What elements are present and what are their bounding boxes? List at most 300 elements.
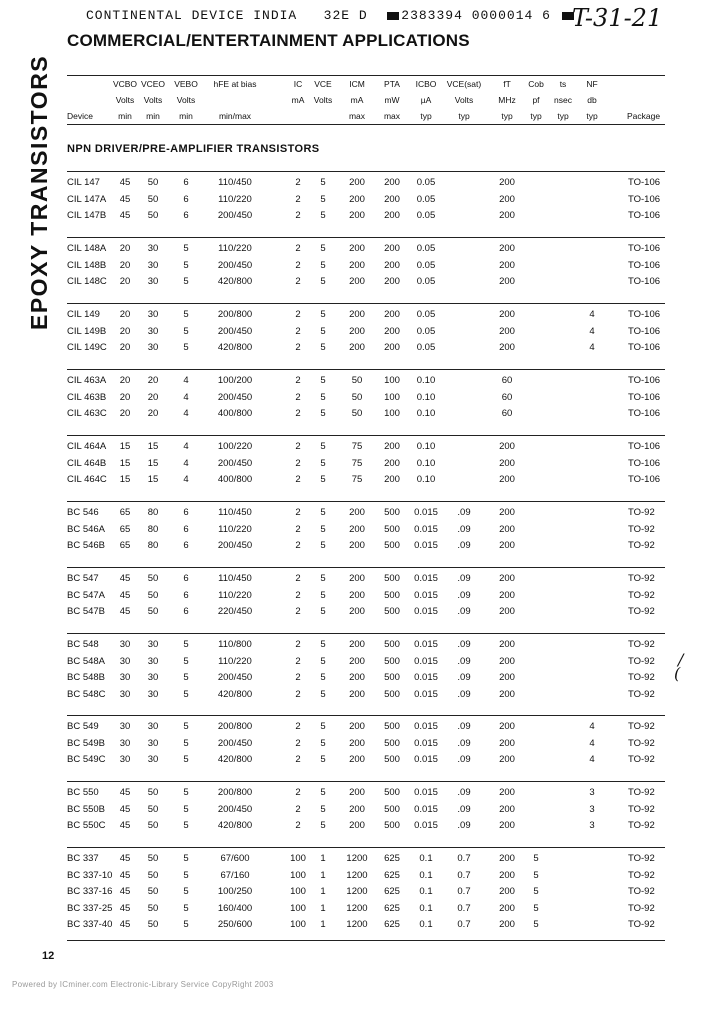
table-cell: 20 [119,391,131,403]
table-cell: 5 [183,787,189,798]
device-name: BC 550B [67,803,106,815]
table-cell: 420/800 [217,342,253,353]
device-name: BC 549B [67,737,106,749]
table-cell: 0.10 [416,474,436,485]
table-cell: 4 [183,441,189,452]
table-cell: 100/250 [217,886,253,897]
table-cell: 0.7 [457,886,471,897]
table-rule-end [67,940,665,941]
table-cell: 45 [119,589,131,601]
table-cell: 5 [320,375,326,386]
table-cell: 30 [147,309,159,320]
table-cell: 0.7 [457,919,471,930]
table-cell: 75 [351,457,363,469]
table-cell: 50 [147,820,159,831]
table-cell: 200 [349,737,365,749]
package-cell: TO-106 [628,177,661,188]
table-cell: 5 [320,737,326,749]
table-cell: 6 [183,573,189,584]
column-header-15: db [587,95,597,105]
table-cell: 50 [147,869,159,881]
table-cell: 200 [499,276,515,287]
table-cell: 0.015 [414,573,438,584]
table-cell: 200 [499,639,515,650]
table-cell: 30 [147,754,159,765]
column-header-14: typ [557,111,569,121]
table-cell: .09 [457,803,471,815]
table-cell: 200 [349,606,365,617]
column-header-7: VCE [314,79,332,89]
table-cell: 100 [290,886,306,897]
table-cell: 200 [499,655,515,667]
table-cell: 200 [349,276,365,287]
table-cell: 45 [119,886,131,897]
column-header-6: mA [291,95,305,105]
table-cell: 5 [183,803,189,815]
package-cell: TO-92 [628,672,655,683]
page-number: 12 [42,950,55,962]
table-cell: 0.015 [414,639,438,650]
device-name: CIL 464C [67,474,107,485]
table-cell: 60 [501,408,513,419]
table-cell: 5 [320,803,326,815]
table-cell: 2 [295,391,301,403]
package-cell: TO-106 [628,276,661,287]
table-cell: 20 [119,243,131,254]
table-cell: 110/220 [218,589,252,601]
package-cell: TO-106 [628,391,661,403]
package-cell: TO-106 [628,193,661,205]
table-cell: 30 [147,342,159,353]
pen-mark: ( [674,664,681,683]
table-cell: 6 [183,523,189,535]
table-cell: 420/800 [217,754,253,765]
table-cell: 15 [147,474,159,485]
table-cell: 625 [384,902,400,914]
table-cell: 200 [499,721,515,732]
table-cell: 50 [147,210,159,221]
column-header-13: typ [530,111,542,121]
table-cell: 2 [295,573,301,584]
table-cell: 420/800 [217,276,253,287]
table-cell: 5 [183,902,189,914]
table-cell: 20 [119,408,131,419]
table-cell: 5 [533,902,539,914]
table-cell: .09 [457,639,471,650]
table-cell: 200 [499,820,515,831]
column-header-8: max [348,111,366,121]
table-cell: 420/800 [217,688,253,700]
table-cell: .09 [457,787,471,798]
table-cell: 45 [119,853,131,864]
package-cell: TO-92 [628,853,655,864]
table-cell: 2 [295,589,301,601]
table-cell: 625 [384,886,400,897]
table-cell: 4 [183,474,189,485]
table-cell: 200 [349,259,365,271]
table-cell: 2 [295,243,301,254]
group-rule [67,847,665,848]
table-cell: 100 [384,408,400,419]
table-cell: 3 [589,820,595,831]
package-cell: TO-106 [628,375,661,386]
table-cell: 200/450 [217,325,253,337]
table-cell: 200 [349,342,365,353]
table-cell: 1 [320,886,326,897]
table-cell: 500 [384,589,400,601]
table-cell: 200 [349,655,365,667]
table-cell: 200 [499,474,515,485]
table-cell: 400/800 [217,408,253,419]
table-cell: 20 [147,391,159,403]
column-header-12: fT [503,79,511,89]
device-name: BC 547 [67,573,99,584]
table-cell: 200 [384,276,400,287]
table-cell: 30 [147,721,159,732]
column-header-11: Volts [454,95,474,105]
device-name: BC 547A [67,589,106,601]
table-cell: 1 [320,919,326,930]
table-cell: 200 [499,457,515,469]
package-cell: TO-92 [628,737,655,749]
table-cell: 200 [349,754,365,765]
table-cell: 5 [320,193,326,205]
table-cell: 45 [119,177,131,188]
table-cell: 4 [589,325,595,337]
table-cell: 200 [499,672,515,683]
table-cell: 6 [183,589,189,601]
table-cell: 50 [147,902,159,914]
table-cell: 200 [499,507,515,518]
table-cell: 20 [147,375,159,386]
table-cell: 200 [384,177,400,188]
column-header-13: Cob [528,79,544,89]
table-cell: 500 [384,787,400,798]
table-cell: 200/800 [217,787,253,798]
table-cell: 5 [183,655,189,667]
table-cell: 2 [295,276,301,287]
table-cell: 0.05 [416,276,436,287]
table-cell: 5 [183,886,189,897]
table-cell: 200 [349,243,365,254]
table-cell: 200/450 [217,210,253,221]
table-cell: 200 [499,803,515,815]
table-cell: 5 [320,787,326,798]
table-cell: 5 [183,820,189,831]
package-cell: TO-92 [628,886,655,897]
table-cell: 625 [384,919,400,930]
table-cell: 200 [499,177,515,188]
table-cell: 2 [295,375,301,386]
table-cell: 5 [320,573,326,584]
table-cell: 500 [384,523,400,535]
table-cell: 6 [183,177,189,188]
device-name: BC 547B [67,606,106,617]
table-cell: 5 [183,721,189,732]
table-cell: 6 [183,606,189,617]
table-cell: 20 [119,259,131,271]
table-cell: 45 [119,210,131,221]
table-cell: 0.10 [416,408,436,419]
table-cell: .09 [457,655,471,667]
table-cell: 0.05 [416,259,436,271]
table-cell: 2 [295,803,301,815]
table-cell: 200 [384,474,400,485]
column-header-10: µA [420,95,432,105]
table-cell: 0.015 [414,523,438,535]
table-cell: 200 [384,457,400,469]
table-cell: 67/600 [220,853,250,864]
table-cell: 4 [183,408,189,419]
table-cell: 2 [295,540,301,551]
table-cell: 1200 [346,902,368,914]
table-cell: 200 [499,754,515,765]
table-cell: 200 [499,902,515,914]
table-cell: 200 [349,639,365,650]
table-cell: 3 [589,787,595,798]
device-name: BC 546A [67,523,106,535]
table-cell: 200 [384,193,400,205]
column-header-2: VCBO [112,79,138,89]
header-number-3: 6 [542,8,551,23]
table-cell: .09 [457,523,471,535]
device-name: CIL 464A [67,441,107,452]
package-cell: TO-106 [628,408,661,419]
device-name: BC 337 [67,853,99,864]
table-cell: 5 [320,276,326,287]
table-cell: 0.015 [414,754,438,765]
table-cell: 5 [183,639,189,650]
table-cell: 45 [119,902,131,914]
table-cell: 5 [533,919,539,930]
table-cell: 5 [320,210,326,221]
column-header-10: typ [420,111,432,121]
table-cell: 3 [589,803,595,815]
table-cell: 30 [147,259,159,271]
table-cell: 20 [119,342,131,353]
column-header-12: typ [501,111,513,121]
group-rule [67,435,665,436]
device-name: BC 548B [67,672,106,683]
table-cell: 500 [384,606,400,617]
table-cell: 2 [295,507,301,518]
table-cell: 200 [499,325,515,337]
table-cell: 200 [499,589,515,601]
table-cell: 5 [320,820,326,831]
table-cell: 200/800 [217,721,253,732]
table-cell: 80 [147,540,159,551]
table-cell: 110/220 [218,655,252,667]
column-header-14: ts [559,79,567,89]
table-cell: 30 [147,688,159,700]
table-cell: 0.05 [416,210,436,221]
package-cell: TO-92 [628,606,655,617]
device-name: CIL 463C [67,408,107,419]
package-cell: TO-92 [628,919,655,930]
table-cell: 5 [183,754,189,765]
table-cell: 500 [384,721,400,732]
table-cell: 200 [349,210,365,221]
table-cell: 5 [320,672,326,683]
side-title-text: EPOXY TRANSISTORS [26,54,52,330]
section-heading: NPN DRIVER/PRE-AMPLIFIER TRANSISTORS [67,143,320,155]
table-cell: 625 [384,869,400,881]
package-cell: TO-92 [628,803,655,815]
table-cell: 110/800 [218,639,252,650]
table-cell: 200 [384,441,400,452]
table-cell: 100 [290,869,306,881]
table-cell: 0.015 [414,589,438,601]
device-name: BC 550 [67,787,99,798]
table-cell: 45 [119,919,131,930]
table-cell: 2 [295,672,301,683]
table-cell: 2 [295,309,301,320]
table-cell: 220/450 [217,606,253,617]
table-cell: 2 [295,606,301,617]
column-header-4: Volts [176,95,196,105]
table-cell: 5 [533,869,539,881]
table-cell: 1200 [346,919,368,930]
table-cell: 200 [499,606,515,617]
table-cell: 0.1 [419,853,433,864]
table-cell: 200 [499,441,515,452]
table-cell: 20 [119,276,131,287]
table-cell: 80 [147,523,159,535]
table-cell: 4 [183,457,189,469]
table-cell: 200 [349,820,365,831]
table-cell: 50 [147,177,159,188]
group-rule [67,303,665,304]
table-cell: 30 [119,688,131,700]
table-cell: 50 [147,787,159,798]
column-header-4: VEBO [174,79,198,89]
table-cell: 45 [119,803,131,815]
table-cell: 200 [349,589,365,601]
table-cell: 0.015 [414,721,438,732]
header-number-1: 2383394 [401,8,463,23]
table-cell: 5 [320,441,326,452]
table-cell: 200/450 [217,672,253,683]
package-cell: TO-92 [628,523,655,535]
table-cell: 0.015 [414,803,438,815]
table-cell: 15 [147,441,159,452]
table-cell: 500 [384,655,400,667]
table-cell: 65 [119,507,131,518]
table-cell: 30 [119,754,131,765]
device-name: BC 337-10 [67,869,113,881]
device-name: BC 548A [67,655,106,667]
table-cell: .09 [457,589,471,601]
table-cell: 160/400 [217,902,253,914]
table-cell: .09 [457,754,471,765]
device-name: CIL 463B [67,391,107,403]
table-cell: 5 [183,688,189,700]
table-cell: 5 [533,853,539,864]
table-cell: 200/450 [217,457,253,469]
table-cell: 0.7 [457,902,471,914]
table-cell: 5 [183,243,189,254]
table-cell: 5 [533,886,539,897]
package-cell: TO-92 [628,589,655,601]
table-cell: 500 [384,754,400,765]
device-name: CIL 149C [67,342,107,353]
table-cell: 0.015 [414,688,438,700]
table-cell: 1 [320,853,326,864]
table-cell: 30 [119,672,131,683]
table-cell: 0.10 [416,441,436,452]
table-cell: 0.05 [416,177,436,188]
table-cell: 5 [320,523,326,535]
table-cell: 50 [351,408,363,419]
table-cell: 2 [295,655,301,667]
table-cell: .09 [457,573,471,584]
device-name: BC 549 [67,721,99,732]
table-cell: 4 [183,391,189,403]
table-cell: 15 [119,457,131,469]
table-cell: 200 [499,210,515,221]
table-cell: 50 [351,391,363,403]
table-cell: 4 [183,375,189,386]
table-cell: 0.05 [416,309,436,320]
table-cell: 5 [320,639,326,650]
group-rule [67,237,665,238]
table-cell: 30 [147,672,159,683]
group-rule [67,715,665,716]
table-cell: 500 [384,672,400,683]
table-cell: 15 [119,474,131,485]
package-cell: TO-106 [628,457,661,469]
table-cell: 60 [501,391,513,403]
table-cell: .09 [457,606,471,617]
table-cell: 45 [119,787,131,798]
table-cell: 500 [384,639,400,650]
table-cell: 30 [147,243,159,254]
table-cell: 1200 [346,886,368,897]
device-name: CIL 148A [67,243,107,254]
table-cell: 200 [499,523,515,535]
table-cell: 2 [295,523,301,535]
table-cell: 45 [119,606,131,617]
column-header-15: typ [586,111,598,121]
table-cell: 0.015 [414,655,438,667]
table-cell: 2 [295,737,301,749]
handwritten-code: T-31-21 [572,4,663,32]
table-cell: 0.10 [416,391,436,403]
table-cell: 50 [147,589,159,601]
table-cell: 1 [320,869,326,881]
table-cell: 0.1 [419,869,433,881]
table-cell: 200 [349,507,365,518]
table-cell: 5 [183,325,189,337]
table-cell: 200 [349,672,365,683]
table-cell: 6 [183,507,189,518]
table-cell: 0.015 [414,737,438,749]
group-rule [67,633,665,634]
table-cell: 30 [147,639,159,650]
table-cell: 200 [349,309,365,320]
company-name: CONTINENTAL DEVICE INDIA [86,8,298,23]
device-name: CIL 147 [67,177,100,188]
table-cell: 50 [147,573,159,584]
table-cell: 2 [295,688,301,700]
table-cell: 100 [290,919,306,930]
table-cell: 200 [384,259,400,271]
table-cell: 20 [119,375,131,386]
table-cell: 2 [295,820,301,831]
table-cell: 625 [384,853,400,864]
table-cell: 5 [320,589,326,601]
table-cell: 110/220 [218,193,252,205]
